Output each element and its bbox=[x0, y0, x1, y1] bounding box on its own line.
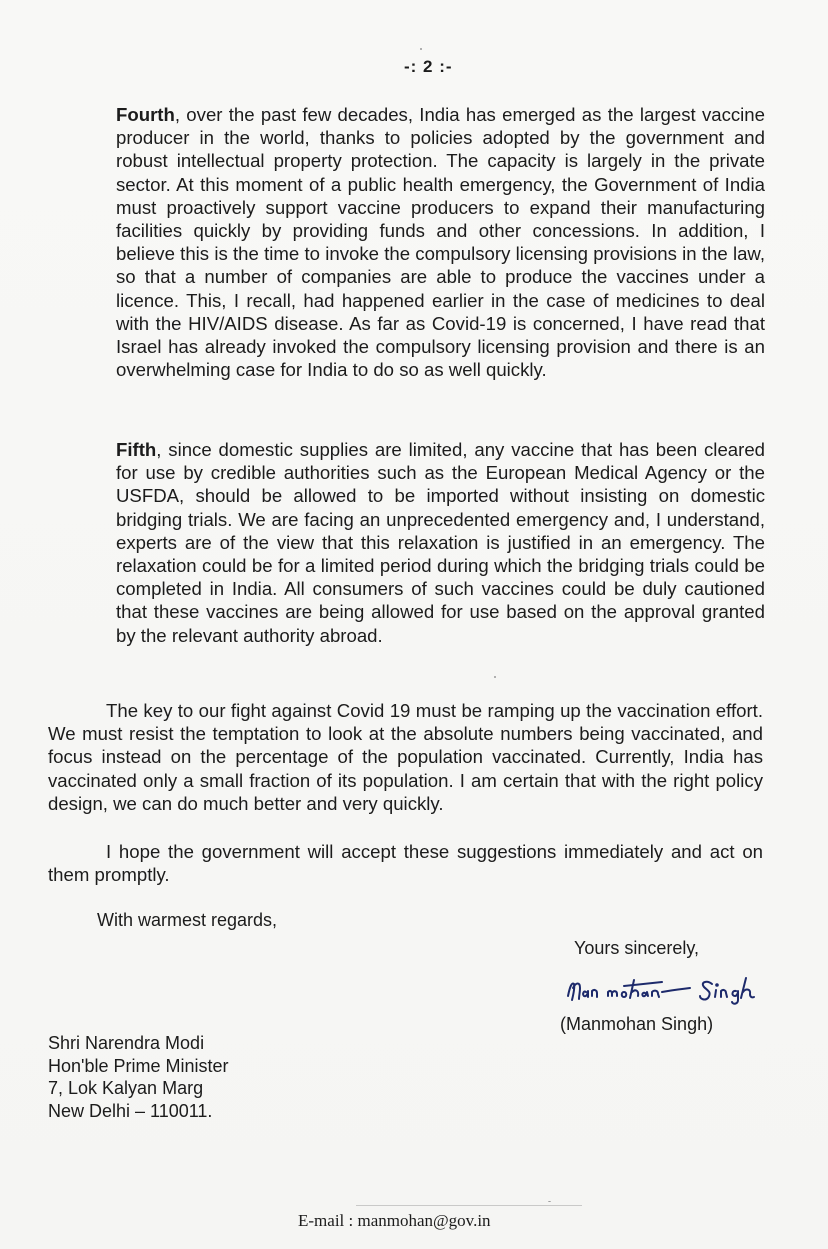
handwritten-signature bbox=[562, 972, 762, 1008]
scan-artifact-line bbox=[356, 1205, 582, 1206]
recipient-name: Shri Narendra Modi bbox=[48, 1033, 205, 1053]
recipient-city: New Delhi – 110011. bbox=[48, 1100, 213, 1121]
paragraph-hope: I hope the government will accept these suggestions immediately and act on them promptly. bbox=[48, 841, 763, 886]
scan-speck bbox=[548, 1201, 551, 1202]
paragraph-key: The key to our fight against Covid 19 must be ramping up the vaccination effort. We must resist the temptation to look at the absolute numbers being vaccinated, and focus instead on the percentage of the population vaccinated. Currently, India has vaccinated only a small fraction of its population. I am certain that with the right policy design, we can do much better and very quickly. bbox=[48, 700, 763, 814]
paragraph-lead-fifth: Fifth bbox=[116, 439, 157, 460]
closing-sincerely: Yours sincerely, bbox=[574, 938, 700, 958]
paragraph-fifth bbox=[116, 438, 765, 647]
footer-email: E-mail : manmohan@gov.in bbox=[298, 1211, 491, 1230]
scan-speck bbox=[494, 676, 496, 678]
paragraph-body-fourth: , over the past few decades, India has emerged as the largest vaccine producer in the world, thanks to policies adopted by the government and robust intellectual property protection. The capacity is largely in the private sector. At this moment of a public health emergency, the Government of India must proactively support vaccine producers to expand their manufacturing facilities quickly by providing funds and other concessions. In addition, I believe this is the time to invoke the compulsory licensing provisions in the law, so that a number of companies are able to produce the vaccines under a licence. This, I recall, had happened earlier in the case of medicines to deal with the HIV/AIDS disease. As far as Covid-19 is concerned, I have read that Israel has already invoked the compulsory licensing provision and there is an overwhelming case for India to do so as well quickly. bbox=[116, 104, 765, 381]
paragraph-body-fifth: , since domestic supplies are limited, any vaccine that has been cleared for use by credible authorities such as the European Medical Agency or the USFDA, should be allowed to be imported without insisting on domestic bridging trials. We are facing an unprecedented emergency and, I understand, experts are of the view that this relaxation is justified in an emergency. The relaxation could be for a limited period during which the bridging trials could be completed in India. All consumers of such vaccines could be duly cautioned that these vaccines are being allowed for use based on the approval granted by the relevant authority abroad. bbox=[116, 439, 765, 646]
paragraph-lead-fourth: Fourth bbox=[116, 104, 175, 125]
signer-name: (Manmohan Singh) bbox=[560, 1014, 714, 1034]
closing-regards: With warmest regards, bbox=[97, 910, 278, 930]
recipient-address bbox=[48, 1032, 229, 1122]
recipient-street: 7, Lok Kalyan Marg bbox=[48, 1078, 204, 1098]
scan-speck bbox=[420, 48, 422, 50]
page-number: -: 2 :- bbox=[404, 57, 453, 76]
paragraph-fourth bbox=[116, 103, 765, 381]
recipient-title: Hon'ble Prime Minister bbox=[48, 1055, 229, 1076]
